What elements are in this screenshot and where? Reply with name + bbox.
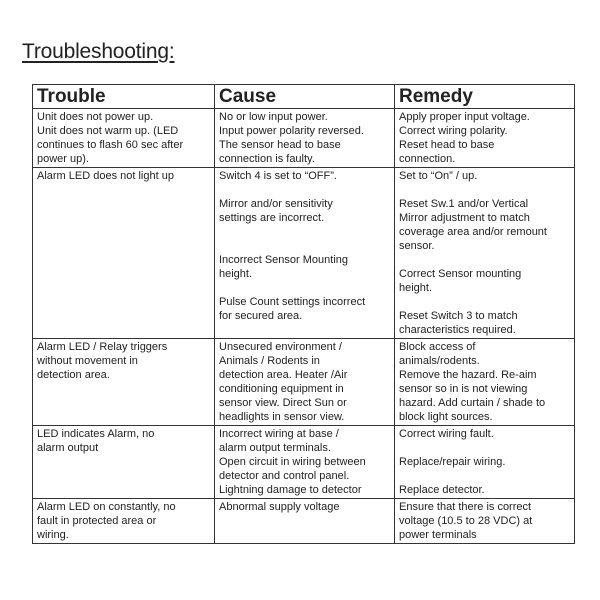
remedy-cell — [395, 168, 575, 339]
line-spacer — [399, 469, 570, 483]
remedy-text-line: connection. — [399, 153, 456, 165]
line-spacer — [219, 281, 390, 295]
trouble-cell — [33, 109, 215, 168]
table-row — [33, 339, 575, 426]
trouble-cell — [33, 426, 215, 499]
cause-cell — [215, 168, 395, 339]
cause-text-line: sensor view. Direct Sun or — [219, 397, 347, 409]
table-header-row — [33, 85, 575, 109]
remedy-cell — [395, 499, 575, 544]
cause-text-line: Animals / Rodents in — [219, 355, 320, 367]
remedy-text-line: height. — [399, 282, 433, 294]
table-row — [33, 499, 575, 544]
table-row — [33, 109, 575, 168]
trouble-text-line: alarm output — [37, 442, 99, 454]
cause-text-line: detector and control panel. — [219, 470, 350, 482]
cause-cell — [215, 426, 395, 499]
remedy-text-line: Block access of — [399, 341, 476, 353]
cause-text-line: Incorrect wiring at base / — [219, 428, 339, 440]
remedy-text-line: animals/rodents. — [399, 355, 480, 367]
cause-text-line: Abnormal supply voltage — [219, 501, 340, 513]
line-spacer — [399, 441, 570, 455]
line-spacer — [399, 183, 570, 197]
line-spacer — [219, 183, 390, 197]
remedy-text-line: Reset Sw.1 and/or Vertical — [399, 198, 529, 210]
remedy-text-line: Correct wiring polarity. — [399, 125, 508, 137]
cause-text-line: conditioning equipment in — [219, 383, 344, 395]
line-spacer — [219, 225, 390, 239]
cause-cell — [215, 339, 395, 426]
page-title: Troubleshooting: — [22, 40, 175, 63]
trouble-cell — [33, 499, 215, 544]
remedy-text-line: coverage area and/or remount — [399, 226, 547, 238]
remedy-text-line: Reset head to base — [399, 139, 495, 151]
cause-text-line: No or low input power. — [219, 111, 328, 123]
column-header-cause: Cause — [215, 85, 395, 109]
trouble-text-line: wiring. — [37, 529, 69, 541]
trouble-text-line: without movement in — [37, 355, 138, 367]
troubleshooting-table — [32, 84, 575, 544]
cause-text-line: Input power polarity reversed. — [219, 125, 364, 137]
cause-text-line: Switch 4 is set to “OFF”. — [219, 170, 337, 182]
remedy-cell — [395, 426, 575, 499]
remedy-text-line: sensor. — [399, 240, 435, 252]
trouble-text-line: fault in protected area or — [37, 515, 157, 527]
remedy-text-line: Remove the hazard. Re-aim — [399, 369, 537, 381]
remedy-text-line: Ensure that there is correct — [399, 501, 532, 513]
remedy-text-line: hazard. Add curtain / shade to — [399, 397, 546, 409]
remedy-text-line: characteristics required. — [399, 324, 516, 336]
line-spacer — [219, 239, 390, 253]
cause-text-line: for secured area. — [219, 310, 303, 322]
line-spacer — [399, 253, 570, 267]
trouble-text-line: Alarm LED on constantly, no — [37, 501, 176, 513]
remedy-text-line: sensor so in is not viewing — [399, 383, 528, 395]
trouble-text-line: Alarm LED / Relay triggers — [37, 341, 168, 353]
remedy-text-line: Correct Sensor mounting — [399, 268, 522, 280]
remedy-text-line: power terminals — [399, 529, 477, 541]
cause-text-line: headlights in sensor view. — [219, 411, 345, 423]
remedy-cell — [395, 109, 575, 168]
cause-text-line: Lightning damage to detector — [219, 484, 362, 496]
table-row — [33, 168, 575, 339]
cause-text-line: Pulse Count settings incorrect — [219, 296, 366, 308]
column-header-trouble: Trouble — [33, 85, 215, 109]
remedy-text-line: Correct wiring fault. — [399, 428, 494, 440]
trouble-text-line: LED indicates Alarm, no — [37, 428, 155, 440]
trouble-cell — [33, 168, 215, 339]
cause-text-line: height. — [219, 268, 253, 280]
cause-text-line: settings are incorrect. — [219, 212, 325, 224]
remedy-text-line: Replace/repair wiring. — [399, 456, 506, 468]
remedy-text-line: Mirror adjustment to match — [399, 212, 530, 224]
cause-cell — [215, 499, 395, 544]
trouble-cell — [33, 339, 215, 426]
table-row — [33, 426, 575, 499]
remedy-text-line: voltage (10.5 to 28 VDC) at — [399, 515, 533, 527]
cause-text-line: detection area. Heater /Air — [219, 369, 348, 381]
line-spacer — [399, 295, 570, 309]
remedy-text-line: Apply proper input voltage. — [399, 111, 530, 123]
remedy-text-line: Reset Switch 3 to match — [399, 310, 518, 322]
remedy-text-line: block light sources. — [399, 411, 493, 423]
remedy-text-line: Replace detector. — [399, 484, 485, 496]
cause-text-line: Incorrect Sensor Mounting — [219, 254, 349, 266]
trouble-text-line: power up). — [37, 153, 89, 165]
trouble-text-line: continues to flash 60 sec after — [37, 139, 184, 151]
trouble-text-line: detection area. — [37, 369, 110, 381]
cause-text-line: Open circuit in wiring between — [219, 456, 366, 468]
trouble-text-line: Unit does not power up. — [37, 111, 154, 123]
trouble-text-line: Unit does not warm up. (LED — [37, 125, 179, 137]
remedy-text-line: Set to “On” / up. — [399, 170, 478, 182]
cause-text-line: Unsecured environment / — [219, 341, 342, 353]
cause-text-line: alarm output terminals. — [219, 442, 331, 454]
trouble-text-line: Alarm LED does not light up — [37, 170, 174, 182]
column-header-remedy: Remedy — [395, 85, 575, 109]
cause-cell — [215, 109, 395, 168]
remedy-cell — [395, 339, 575, 426]
cause-text-line: connection is faulty. — [219, 153, 315, 165]
cause-text-line: The sensor head to base — [219, 139, 341, 151]
cause-text-line: Mirror and/or sensitivity — [219, 198, 333, 210]
